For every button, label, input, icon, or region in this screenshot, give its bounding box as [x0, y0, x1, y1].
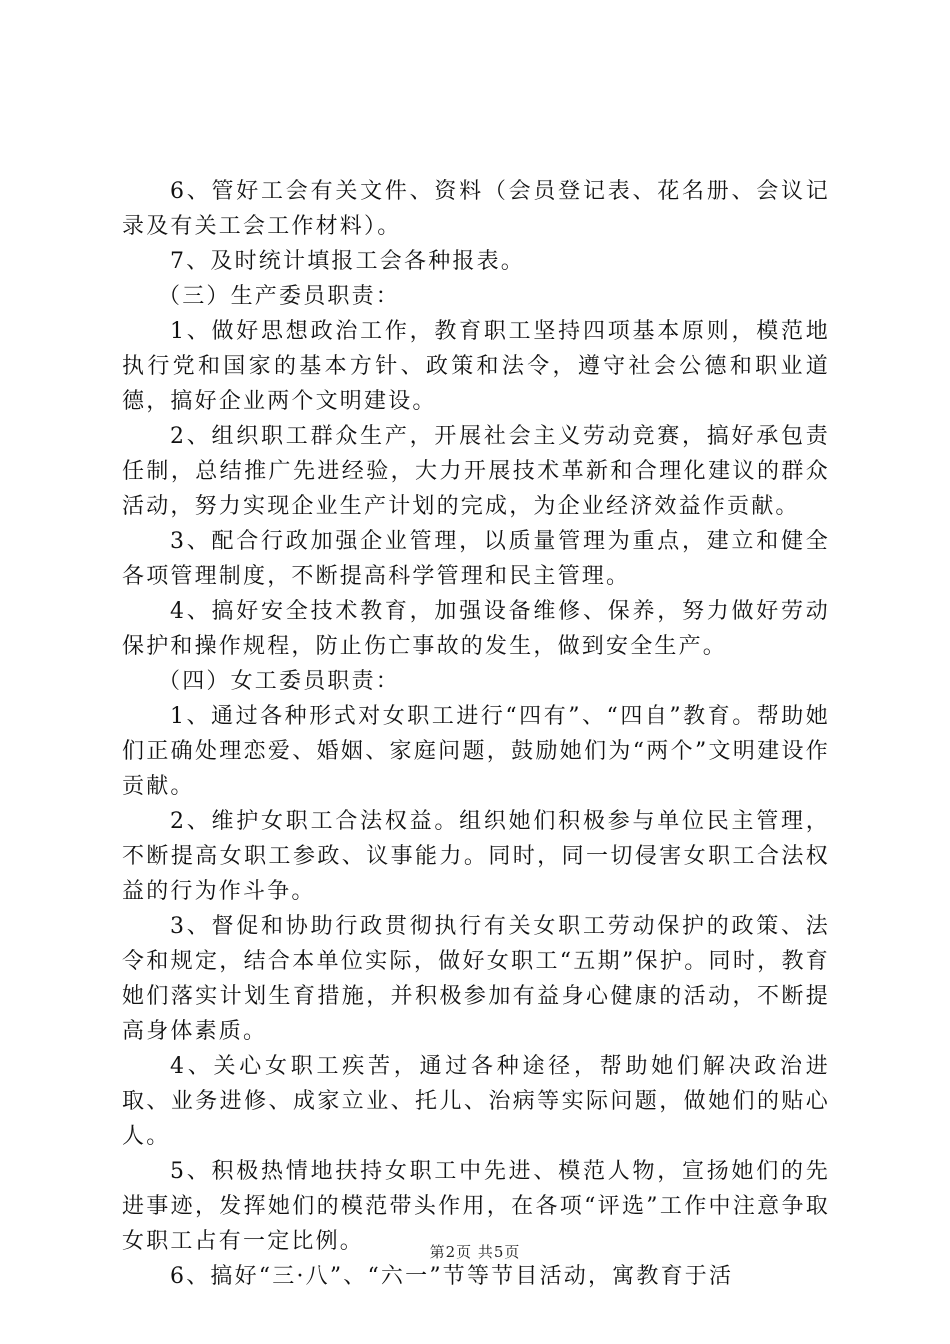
document-body — [122, 174, 830, 1294]
section-heading-women-workers: （四）女工委员职责： — [158, 669, 401, 694]
paragraph-women-6: 6、搞好“三·八”、“六一”节等节目活动，寓教育于活 — [170, 1264, 734, 1289]
page-footer: 第2页 共5页 — [429, 1243, 521, 1261]
paragraph-production-4: 4、搞好安全技术教育，加强设备维修、保养，努力做好劳动保护和操作规程，防止伤亡事故的发生，做到安全生产。 — [122, 599, 830, 659]
section-heading-production: （三）生产委员职责： — [158, 284, 401, 309]
paragraph-women-5: 5、积极热情地扶持女职工中先进、模范人物，宣扬她们的先进事迹，发挥她们的模范带头作用，在各项“评选”工作中注意争取女职工占有一定比例。 — [122, 1159, 830, 1254]
paragraph-production-2: 2、组织职工群众生产，开展社会主义劳动竞赛，搞好承包责任制，总结推广先进经验，大力开展技术革新和合理化建议的群众活动，努力实现企业生产计划的完成，为企业经济效益作贡献。 — [122, 424, 830, 519]
paragraph-women-1: 1、通过各种形式对女职工进行“四有”、“四自”教育。帮助她们正确处理恋爱、婚姻、家庭问题，鼓励她们为“两个”文明建设作贡献。 — [122, 704, 830, 799]
paragraph-item-7-reports: 7、及时统计填报工会各种报表。 — [170, 249, 525, 274]
paragraph-women-3: 3、督促和协助行政贯彻执行有关女职工劳动保护的政策、法令和规定，结合本单位实际，做好女职工“五期”保护。同时，教育她们落实计划生育措施，并积极参加有益身心健康的活动，不断提高身体素质。 — [122, 914, 830, 1044]
paragraph-production-1: 1、做好思想政治工作，教育职工坚持四项基本原则，模范地执行党和国家的基本方针、政策和法令，遵守社会公德和职业道德，搞好企业两个文明建设。 — [122, 319, 830, 414]
paragraph-item-6-files: 6、管好工会有关文件、资料（会员登记表、花名册、会议记录及有关工会工作材料）。 — [122, 179, 830, 239]
paragraph-women-2: 2、维护女职工合法权益。组织她们积极参与单位民主管理，不断提高女职工参政、议事能力。同时，同一切侵害女职工合法权益的行为作斗争。 — [122, 809, 830, 904]
paragraph-women-4: 4、关心女职工疾苦，通过各种途径，帮助她们解决政治进取、业务进修、成家立业、托儿、治病等实际问题，做她们的贴心人。 — [122, 1054, 830, 1149]
paragraph-production-3: 3、配合行政加强企业管理，以质量管理为重点，建立和健全各项管理制度，不断提高科学管理和民主管理。 — [122, 529, 830, 589]
